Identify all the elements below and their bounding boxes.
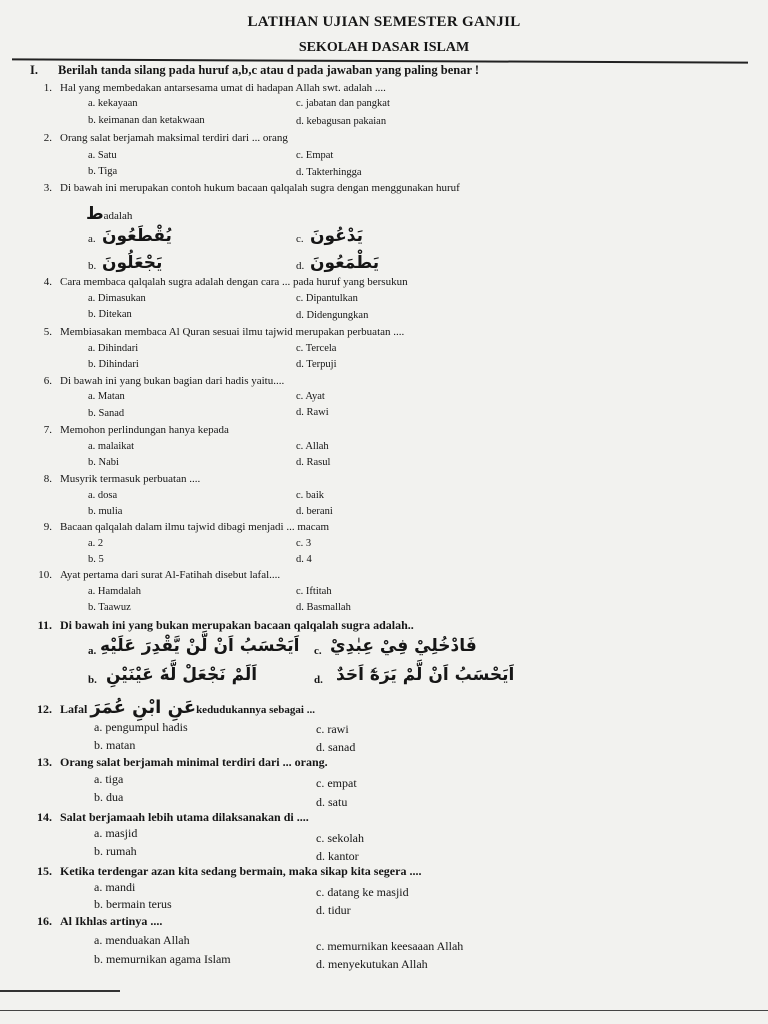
option-3b-arabic[interactable]: يَجْعَلُونَ xyxy=(102,253,163,273)
option-5c[interactable]: c. Tercela xyxy=(296,343,337,354)
option-4a[interactable]: a. Dimasukan xyxy=(88,293,146,304)
option-13c[interactable]: c. empat xyxy=(316,776,357,790)
option-16c[interactable]: c. memurnikan keesaaan Allah xyxy=(316,939,464,953)
instruction-line xyxy=(30,63,479,78)
option-7d[interactable]: d. Rasul xyxy=(296,457,331,468)
option-12a[interactable]: a. pengumpul hadis xyxy=(94,720,188,734)
option-13b[interactable]: b. dua xyxy=(94,790,124,804)
question-8: 8. Musyrik termasuk perbuatan .... xyxy=(43,473,201,485)
option-3c-label[interactable]: c. xyxy=(296,233,304,245)
option-15c[interactable]: c. datang ke masjid xyxy=(316,885,409,899)
option-16a[interactable]: a. menduakan Allah xyxy=(94,933,190,947)
option-2a[interactable]: a. Satu xyxy=(88,150,117,161)
option-5a[interactable]: a. Dihindari xyxy=(88,343,139,354)
option-6b[interactable]: b. Sanad xyxy=(88,408,125,419)
option-12d[interactable]: d. sanad xyxy=(316,740,356,754)
question-1: 1. Hal yang membedakan antarsesama umat di hadapan Allah swt. adalah .... xyxy=(43,82,386,94)
question-12-arabic: عَنِ ابْنِ عُمَرَ xyxy=(90,697,197,718)
option-10c[interactable]: c. Iftitah xyxy=(296,586,332,597)
option-6a[interactable]: a. Matan xyxy=(88,391,125,402)
option-13a[interactable]: a. tiga xyxy=(94,772,124,786)
question-13: 13. Orang salat berjamah minimal terdiri dari ... orang. xyxy=(37,755,328,769)
instruction-text: Berilah tanda silang pada huruf a,b,c atau d pada jawaban yang paling benar ! xyxy=(58,63,480,77)
option-10a[interactable]: a. Hamdalah xyxy=(88,586,142,597)
option-8c[interactable]: c. baik xyxy=(296,490,324,501)
option-4b[interactable]: b. Ditekan xyxy=(88,309,132,320)
option-10b[interactable]: b. Taawuz xyxy=(88,602,131,613)
option-12c[interactable]: c. rawi xyxy=(316,722,349,736)
option-2b[interactable]: b. Tiga xyxy=(88,166,118,177)
option-3c-arabic[interactable]: يَدْعُونَ xyxy=(310,226,363,246)
option-16b[interactable]: b. memurnikan agama Islam xyxy=(94,952,231,966)
option-6d[interactable]: d. Rawi xyxy=(296,407,329,418)
option-14d[interactable]: d. kantor xyxy=(316,849,359,863)
question-10: 10. Ayat pertama dari surat Al-Fatihah disebut lafal.... xyxy=(38,569,281,581)
option-12b[interactable]: b. matan xyxy=(94,738,136,752)
option-2c[interactable]: c. Empat xyxy=(296,150,334,161)
section-number: I. xyxy=(30,63,38,77)
option-14a[interactable]: a. masjid xyxy=(94,826,138,840)
option-2d[interactable]: d. Takterhingga xyxy=(296,167,362,178)
option-11d-label[interactable]: d. xyxy=(314,674,323,686)
question-7: 7. Memohon perlindungan hanya kepada xyxy=(43,424,229,436)
question-15: 15. Ketika terdengar azan kita sedang bermain, maka sikap kita segera .... xyxy=(37,864,422,878)
option-9b[interactable]: b. 5 xyxy=(88,554,104,565)
option-15d[interactable]: d. tidur xyxy=(316,903,351,917)
option-11a-arabic[interactable]: اَيَحْسَبُ اَنْ لَّنْ يَّقْدِرَ عَلَيْهِ xyxy=(100,636,300,656)
option-4d[interactable]: d. Didengungkan xyxy=(296,310,369,321)
option-3d-label[interactable]: d. xyxy=(296,260,305,272)
question-4: 4. Cara membaca qalqalah sugra adalah dengan cara ... pada huruf yang bersukun xyxy=(43,276,408,288)
question-12: 12. Lafal عَنِ ابْنِ عُمَرَkedudukannya sebagai ... xyxy=(37,697,315,718)
question-9: 9. Bacaan qalqalah dalam ilmu tajwid dibagi menjadi ... macam xyxy=(43,521,330,533)
option-3a-arabic[interactable]: يُقْطَعُونَ xyxy=(102,226,172,246)
option-11d-arabic[interactable]: اَيَحْسَبُ اَنْ لَّمْ يَرَهٗٓ اَحَدٌ xyxy=(336,665,515,685)
option-3a-label[interactable]: a. xyxy=(88,233,96,245)
option-8d[interactable]: d. berani xyxy=(296,506,333,517)
option-9c[interactable]: c. 3 xyxy=(296,538,312,549)
option-8b[interactable]: b. mulia xyxy=(88,506,123,517)
option-11c-arabic[interactable]: فَادْخُلِيْ فِيْ عِبٰدِيْ xyxy=(330,636,477,656)
option-3d-arabic[interactable]: يَطْمَعُونَ xyxy=(310,253,380,273)
question-6: 6. Di bawah ini yang bukan bagian dari hadis yaitu.... xyxy=(43,375,285,387)
question-14: 14. Salat berjamaah lebih utama dilaksanakan di .... xyxy=(37,810,309,824)
option-14c[interactable]: c. sekolah xyxy=(316,831,364,845)
option-6c[interactable]: c. Ayat xyxy=(296,391,325,402)
question-11: 11. Di bawah ini yang bukan merupakan bacaan qalqalah sugra adalah.. xyxy=(37,618,414,632)
option-8a[interactable]: a. dosa xyxy=(88,490,118,501)
option-1b[interactable]: b. keimanan dan ketakwaan xyxy=(88,115,205,126)
option-15a[interactable]: a. mandi xyxy=(94,880,136,894)
option-7c[interactable]: c. Allah xyxy=(296,441,329,452)
option-10d[interactable]: d. Basmallah xyxy=(296,602,351,613)
question-5: 5. Membiasakan membaca Al Quran sesuai ilmu tajwid merupakan perbuatan .... xyxy=(43,326,405,338)
option-5b[interactable]: b. Dihindari xyxy=(88,359,139,370)
option-9a[interactable]: a. 2 xyxy=(88,538,104,549)
question-2: 2. Orang salat berjamah maksimal terdiri dari ... orang xyxy=(43,132,288,144)
exam-title: LATIHAN UJIAN SEMESTER GANJIL xyxy=(247,14,521,30)
option-5d[interactable]: d. Terpuji xyxy=(296,359,337,370)
page-edge-mark xyxy=(0,990,120,992)
option-13d[interactable]: d. satu xyxy=(316,795,348,809)
option-3b-label[interactable]: b. xyxy=(88,260,97,272)
school-name: SEKOLAH DASAR ISLAM xyxy=(298,40,470,55)
option-14b[interactable]: b. rumah xyxy=(94,844,137,858)
question-16: 16. Al Ikhlas artinya .... xyxy=(37,914,163,928)
option-11b-label[interactable]: b. xyxy=(88,674,97,686)
option-11a-label[interactable]: a. xyxy=(88,645,97,657)
option-7b[interactable]: b. Nabi xyxy=(88,457,119,468)
option-15b[interactable]: b. bermain terus xyxy=(94,897,172,911)
question-3-cont: طadalah xyxy=(86,204,133,224)
bottom-border xyxy=(0,1010,768,1011)
option-1d[interactable]: d. kebagusan pakaian xyxy=(296,116,387,127)
question-3: 3. Di bawah ini merupakan contoh hukum bacaan qalqalah sugra dengan menggunakan huruf xyxy=(43,182,460,194)
option-1a[interactable]: a. kekayaan xyxy=(88,98,138,109)
arabic-letter-ta: ط xyxy=(86,204,104,224)
option-7a[interactable]: a. malaikat xyxy=(88,441,135,452)
option-11b-arabic[interactable]: اَلَمْ نَجْعَلْ لَّهٗ عَيْنَيْنِ xyxy=(106,665,258,685)
option-9d[interactable]: d. 4 xyxy=(296,554,312,565)
option-4c[interactable]: c. Dipantulkan xyxy=(296,293,358,304)
option-11c-label[interactable]: c. xyxy=(314,645,322,657)
option-1c[interactable]: c. jabatan dan pangkat xyxy=(296,98,390,109)
option-16d[interactable]: d. menyekutukan Allah xyxy=(316,957,428,971)
